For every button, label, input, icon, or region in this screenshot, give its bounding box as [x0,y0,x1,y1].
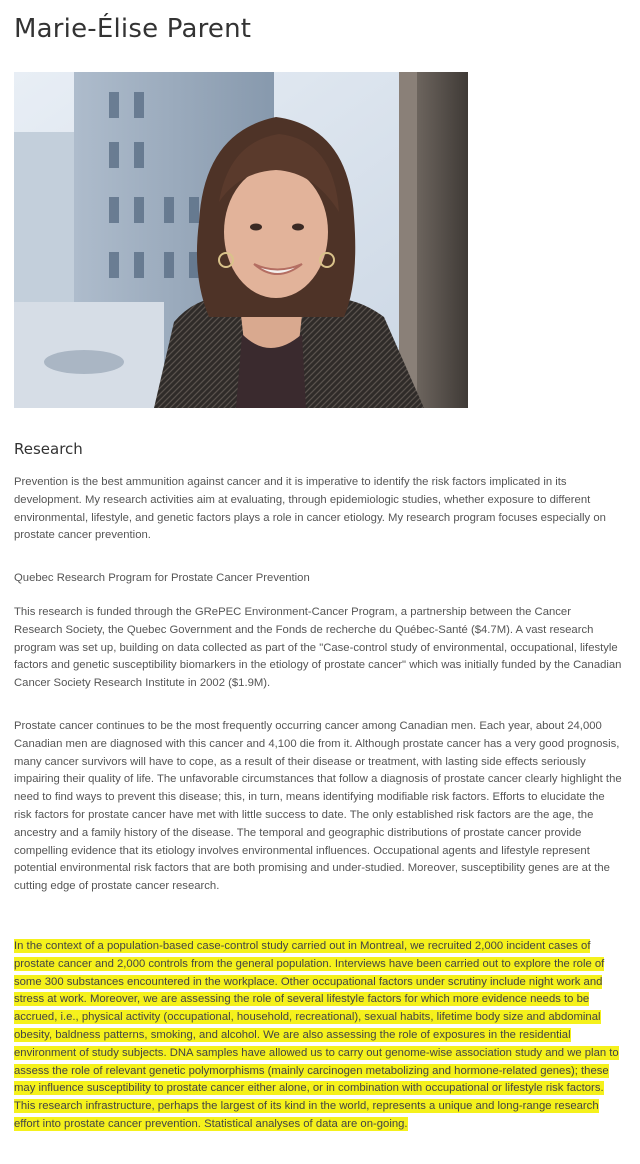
portrait-photo [14,72,468,408]
research-paragraph-intro: Prevention is the best ammunition against cancer and it is imperative to identify the risk factors implicated in its development. My research activities aim at evaluating, through epidemiologic studies, whether exposure to different environmental, lifestyle, and genetic factors plays a role in cancer etiology. My research program focuses especially on prostate cancer prevention. [14,476,606,542]
research-heading: Research [14,440,83,458]
research-program-title: Quebec Research Program for Prostate Cancer Prevention [14,572,310,584]
portrait-image [14,72,468,408]
research-paragraph-funding: This research is funded through the GRePEC Environment-Cancer Program, a partnership between the Cancer Research Society, the Quebec Government and the Fonds de recherche du Québec-Santé ($4.7M). A vast research program was set up, building on data collected as part of the "Case-control study of environmental, occupational, lifestyle factors and genetic susceptibility biomarkers in the etiology of prostate cancer" which was initially funded by the Canadian Cancer Society Research Institute in 2002 ($1.9M). [14,606,622,690]
page-title: Marie-Élise Parent [14,14,252,44]
research-paragraph-highlighted [14,938,622,1134]
highlighted-text: In the context of a population-based case-control study carried out in Montreal, we recruited 2,000 incident cases of prostate cancer and 2,000 controls from the general population. Interviews have been carried out to explore the role of some 300 substances encountered in the workplace. Other occupational factors under scrutiny include night work and stress at work. Moreover, we are assessing the role of several lifestyle factors for which more evidence needs to be accrued, i.e., physical activity (occupational, household, recreational), sexual habits, lifetime body size and abdominal obesity, baldness patterns, smoking, and alcohol. We are also assessing the role of exposures in the residential environment of study subjects. DNA samples have allowed us to carry out genome-wise association study and we plan to assess the role of relevant genetic polymorphisms (mainly carcinogen metabolizing and hormone-related genes); these may influence susceptibility to prostate cancer either alone, or in combination with occupational or lifestyle risk factors. This research infrastructure, perhaps the largest of its kind in the world, represents a unique and long-range research effort into prostate cancer prevention. Statistical analyses of data are on-going. [14,940,619,1130]
research-paragraph-context: Prostate cancer continues to be the most frequently occurring cancer among Canadian men. Each year, about 24,000 Canadian men are diagnosed with this cancer and 4,100 die from it. Although prostate cancer has a very good prognosis, many cancer survivors will have to cope, as a result of their disease or treatment, with lasting side effects seriously impairing their quality of life. The unfavorable circumstances that follow a diagnosis of prostate cancer clearly highlight the need to find ways to prevent this disease; this, in turn, means identifying modifiable risk factors. Efforts to elucidate the risk factors for prostate cancer have met with little success to date. The only established risk factors are the age, the ancestry and a family history of the disease. The temporal and geographic distributions of prostate cancer provide compelling evidence that its etiology involves environmental influences. Occupational agents and lifestyle represent potential environmental risk factors that are both promising and under-studied. Moreover, susceptibility genes are at the cutting edge of prostate cancer research. [14,720,622,893]
